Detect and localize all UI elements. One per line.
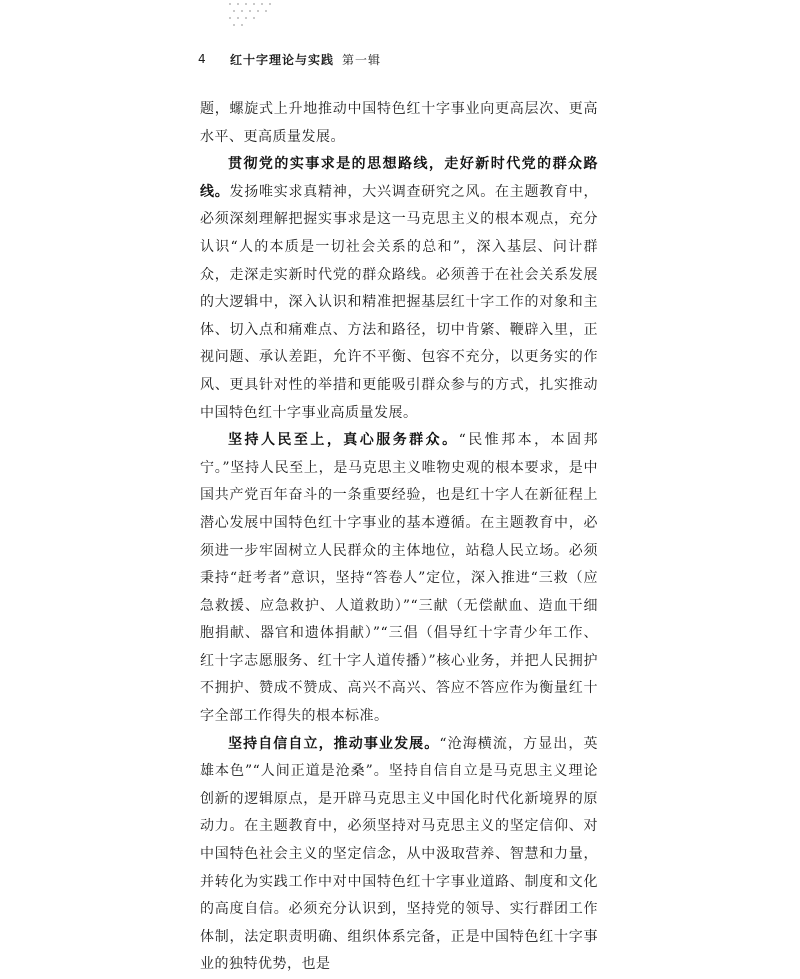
paragraph-text: 题，螺旋式上升地推动中国特色红十字事业向更高层次、更高水平、更高质量发展。 (200, 101, 598, 145)
paragraph-text: 发扬唯实求真精神，大兴调查研究之风。在主题教育中，必须深刻理解把握实事求是这一马克思主义的根本观点，充分认识“人的本质是一切社会关系的总和”，深入基层、问计群众，走深走实新时代党的群众路线。必须善于在社会关系发展的大逻辑中，深入认识和精准把握基层红十字工作的对象和主体、切入点和痛难点、方法和路径，切中肯綮、鞭辟入里，正视问题、承认差距，允许不平衡、包容不充分，以更务实的作风、更具针对性的举措和更能吸引群众参与的方式，扎实推动中国特色红十字事业高质量发展。 (200, 183, 598, 421)
book-title: 红十字理论与实践 (230, 52, 335, 67)
paragraph-text: “沧海横流，方显出，英雄本色”“人间正道是沧桑”。坚持自信自立是马克思主义理论创新的逻辑原点，是开辟马克思主义中国化时代化新境界的原动力。在主题教育中，必须坚持对马克思主义的坚定信仰、对中国特色社会主义的坚定信念，从中汲取营养、智慧和力量，并转化为实践工作中对中国特色红十字事业道路、制度和文化的高度自信。必须充分认识到，坚持党的领导、实行群团工作体制，法定职责明确、组织体系完备，正是中国特色红十字事业的独特优势，也是 (200, 735, 598, 973)
paragraph-people-first (200, 427, 598, 731)
running-header (198, 50, 381, 68)
paragraph-lead: 贯彻党的实事求是的思想路线，走好新时代党的群众路线。 (200, 156, 598, 200)
dot-pattern-decoration (226, 0, 286, 40)
volume-label: 第一辑 (342, 52, 382, 67)
paragraph-ideological-line (200, 151, 598, 427)
paragraph-text: “民惟邦本，本固邦宁。”坚持人民至上，是马克思主义唯物史观的根本要求，是中国共产党百年奋斗的一条重要经验，也是红十字人在新征程上潜心发展中国特色红十字事业的基本遵循。在主题教育中，必须进一步牢固树立人民群众的主体地位，站稳人民立场。必须秉持“赶考者”意识，坚持“答卷人”定位，深入推进“三救（应急救援、应急救护、人道救助）”“三献（无偿献血、造血干细胞捐献、器官和遗体捐献）”“三倡（倡导红十字青少年工作、红十字志愿服务、红十字人道传播）”核心业务，并把人民拥护不拥护、赞成不赞成、高兴不高兴、答应不答应作为衡量红十字全部工作得失的根本标准。 (200, 432, 598, 725)
paragraph-self-confidence (200, 731, 598, 979)
body-text (200, 96, 598, 979)
paragraph-lead: 坚持人民至上，真心服务群众。 (228, 432, 459, 449)
paragraph-continuation (200, 96, 598, 151)
paragraph-lead: 坚持自信自立，推动事业发展。 (228, 735, 440, 752)
page-number: 4 (198, 52, 206, 66)
